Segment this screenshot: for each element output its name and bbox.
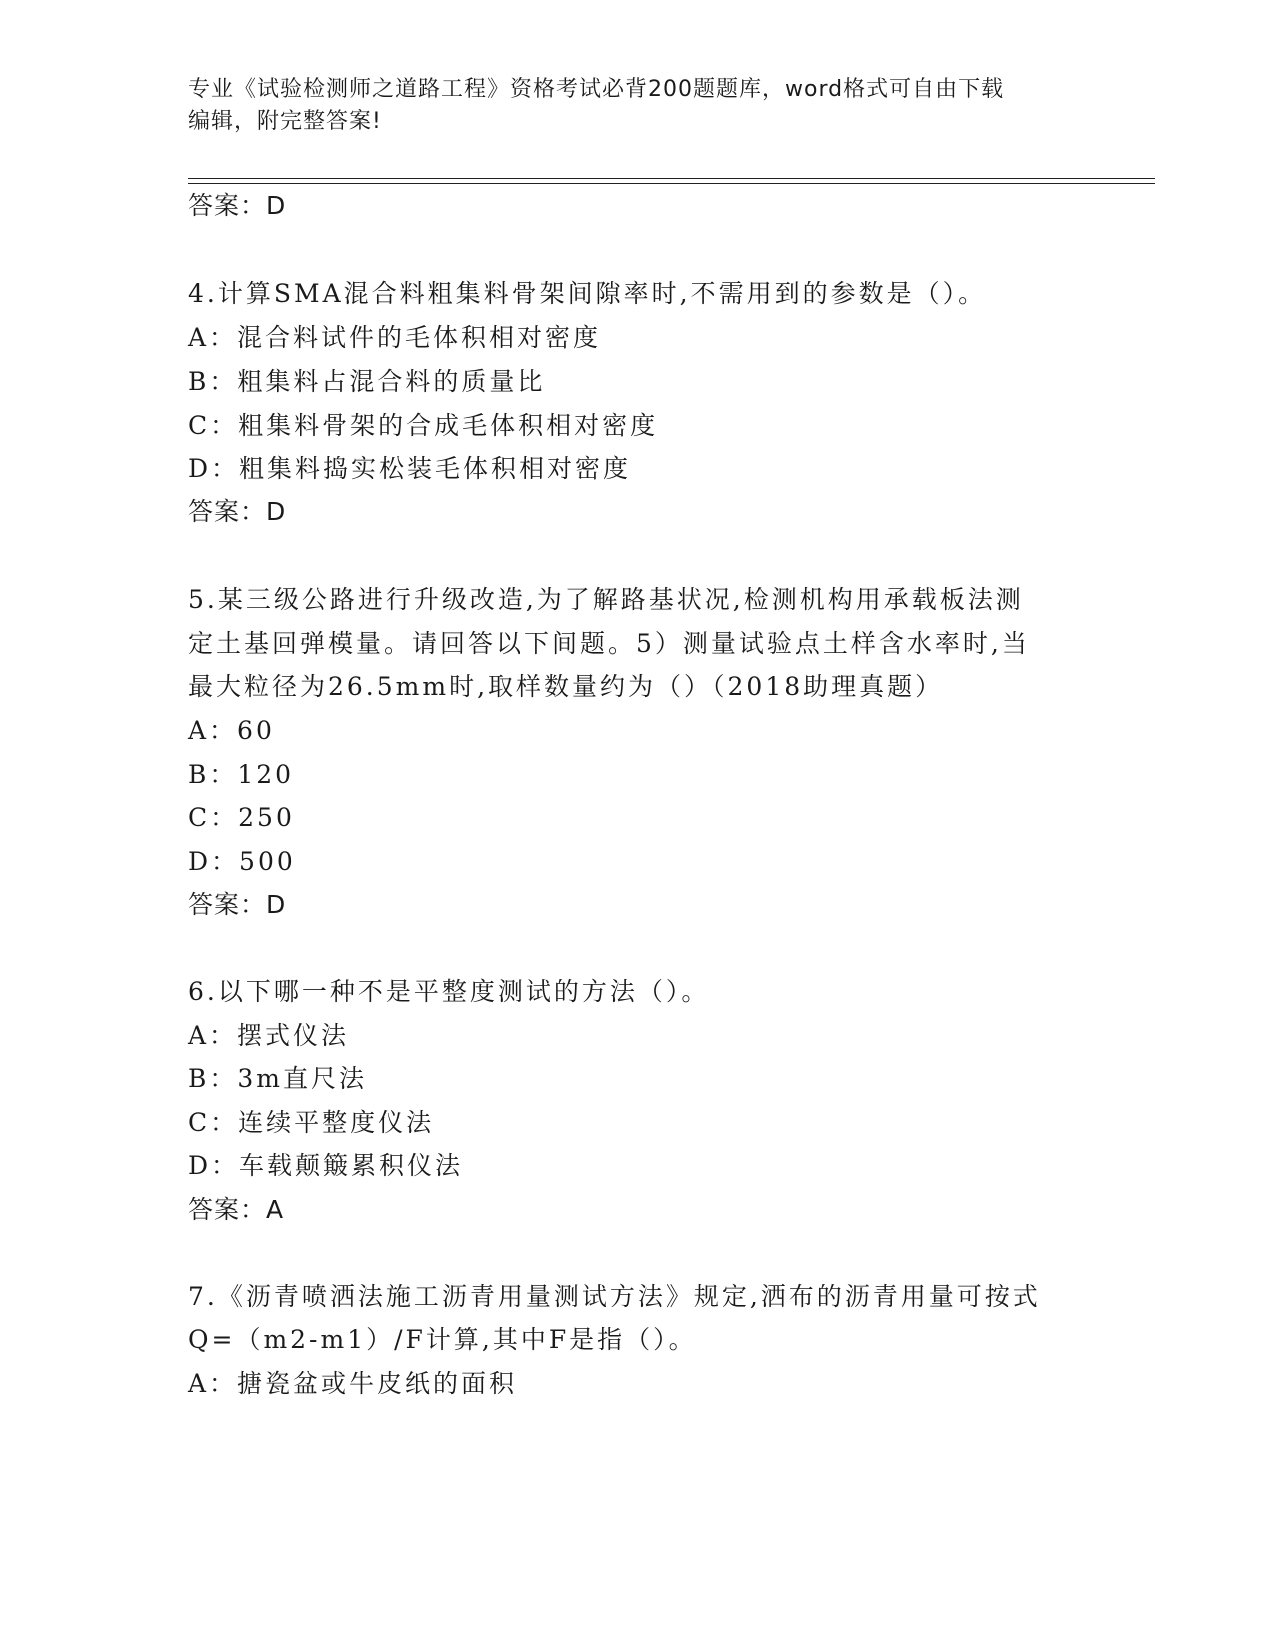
question-stem: 最大粒径为26.5mm时,取样数量约为（）（2018助理真题） bbox=[188, 672, 944, 701]
option-a: A：摆式仪法 bbox=[188, 1021, 350, 1050]
option-c: C：连续平整度仪法 bbox=[188, 1108, 435, 1137]
answer-value: D bbox=[266, 497, 287, 526]
option-d: D：粗集料捣实松装毛体积相对密度 bbox=[188, 454, 632, 483]
answer-prefix: 答案： bbox=[188, 1195, 267, 1224]
header-divider-top bbox=[188, 178, 1155, 179]
header-divider-bottom bbox=[188, 183, 1155, 184]
answer-line bbox=[188, 492, 286, 528]
question-stem: 7.《沥青喷洒法施工沥青用量测试方法》规定,洒布的沥青用量可按式 bbox=[188, 1282, 1041, 1311]
option-c: C：粗集料骨架的合成毛体积相对密度 bbox=[188, 411, 659, 440]
header-title-line-2: 编辑，附完整答案! bbox=[188, 109, 382, 134]
question-stem: Q=（m2-m1）/F计算,其中F是指（）。 bbox=[188, 1325, 697, 1354]
question-stem: 6.以下哪一种不是平整度测试的方法（）。 bbox=[188, 977, 710, 1006]
option-a: A：60 bbox=[188, 716, 275, 745]
option-c: C：250 bbox=[188, 803, 295, 832]
document-header bbox=[188, 74, 1068, 138]
answer-value: D bbox=[266, 890, 287, 919]
answer-prefix: 答案： bbox=[188, 191, 267, 220]
question-stem: 定土基回弹模量。请回答以下间题。5）测量试验点土样含水率时,当 bbox=[188, 629, 1030, 658]
answer-line bbox=[188, 885, 286, 921]
answer-value: D bbox=[266, 191, 287, 220]
option-b: B：3m直尺法 bbox=[188, 1064, 367, 1093]
answer-line bbox=[188, 1190, 284, 1226]
option-b: B：粗集料占混合料的质量比 bbox=[188, 367, 546, 396]
option-d: D：车载颠簸累积仪法 bbox=[188, 1151, 464, 1180]
option-a: A：搪瓷盆或牛皮纸的面积 bbox=[188, 1369, 518, 1398]
answer-prefix: 答案： bbox=[188, 497, 267, 526]
option-a: A：混合料试件的毛体积相对密度 bbox=[188, 323, 602, 352]
option-b: B：120 bbox=[188, 760, 295, 789]
question-stem: 5.某三级公路进行升级改造,为了解路基状况,检测机构用承载板法测 bbox=[188, 585, 1024, 614]
answer-value: A bbox=[266, 1195, 285, 1224]
answer-prefix: 答案： bbox=[188, 890, 267, 919]
option-d: D：500 bbox=[188, 847, 296, 876]
question-stem: 4.计算SMA混合料粗集料骨架间隙率时,不需用到的参数是（）。 bbox=[188, 279, 987, 308]
answer-line bbox=[188, 186, 286, 222]
header-title-line-1: 专业《试验检测师之道路工程》资格考试必背200题题库，word格式可自由下载 bbox=[188, 77, 1005, 102]
